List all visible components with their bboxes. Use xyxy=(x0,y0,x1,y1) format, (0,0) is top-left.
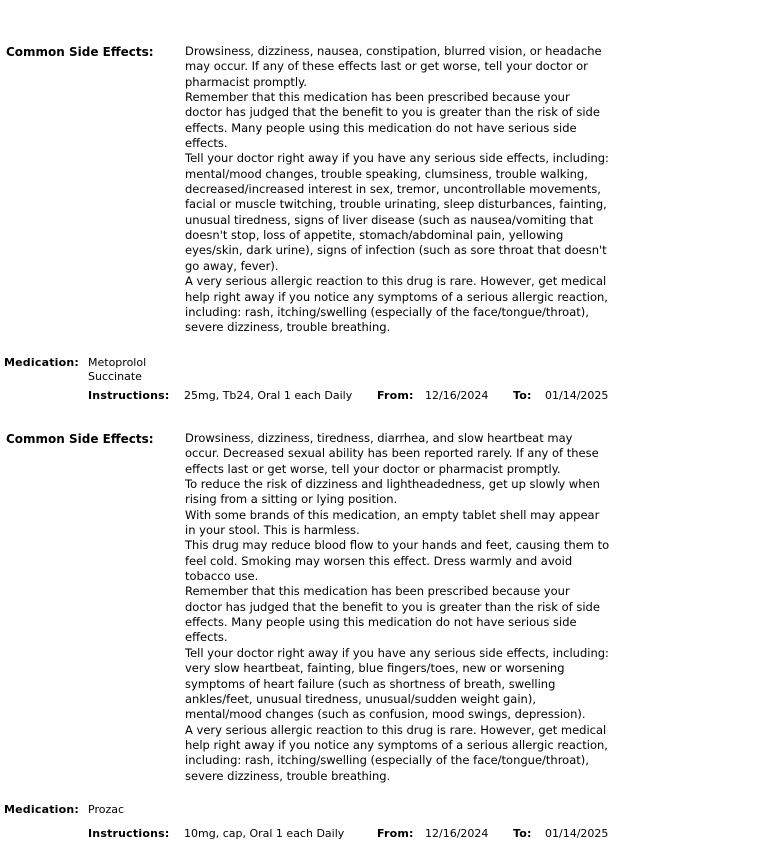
side-effects-paragraph: Drowsiness, dizziness, nausea, constipation, blurred vision, or headache may occur. If any of these effects last or get worse, tell your doctor or pharmacist promptly. xyxy=(185,44,602,89)
side-effects-label: Common Side Effects: xyxy=(6,432,154,446)
side-effects-paragraph: A very serious allergic reaction to this drug is rare. However, get medical help right away if you notice any symptoms of a serious allergic reaction, including: rash, itching/swelling (especially of the face/tongue/throat), severe dizziness, trouble breathing. xyxy=(185,722,608,783)
from-date: 12/16/2024 xyxy=(425,389,489,402)
side-effects-paragraph: To reduce the risk of dizziness and lightheadedness, get up slowly when rising from a sitting or lying position. xyxy=(185,477,600,507)
to-date: 01/14/2025 xyxy=(545,827,609,840)
medication-label: Medication: xyxy=(4,803,80,816)
side-effects-text xyxy=(185,44,610,336)
from-label: From: xyxy=(377,389,414,402)
to-label: To: xyxy=(513,827,532,840)
side-effects-paragraph: Remember that this medication has been prescribed because your doctor has judged that the benefit to you is greater than the risk of side effects. Many people using this medication do not have serious side effects. xyxy=(185,90,600,151)
to-date: 01/14/2025 xyxy=(545,389,609,402)
to-label: To: xyxy=(513,389,532,402)
medication-name: Prozac xyxy=(88,803,125,816)
instructions-label: Instructions: xyxy=(88,827,170,840)
side-effects-paragraph: With some brands of this medication, an empty tablet shell may appear in your stool. This is harmless. xyxy=(185,507,600,538)
from-label: From: xyxy=(377,827,414,840)
instructions-value: 10mg, cap, Oral 1 each Daily xyxy=(184,827,345,840)
side-effects-paragraph: Tell your doctor right away if you have any serious side effects, including: mental/mood changes, trouble speaking, clumsiness, trouble walking, decreased/increased interest in sex, tremor, uncontrollable movements, facial or muscle twitching, trouble urinating, sleep disturbances, fainting, unusual tiredness, signs of liver disease (such as nausea/vomiting that doesn't stop, loss of appetite, stomach/abdominal pain, yellowing eyes/skin, dark urine), signs of infection (such as sore throat that doesn't go away, fever). xyxy=(185,151,609,273)
side-effects-paragraph: This drug may reduce blood flow to your hands and feet, causing them to feel cold. Smoking may worsen this effect. Dress warmly and avoid tobacco use. xyxy=(185,538,610,584)
side-effects-paragraph: A very serious allergic reaction to this drug is rare. However, get medical help right away if you notice any symptoms of a serious allergic reaction, including: rash, itching/swelling (especially of the face/tongue/throat), severe dizziness, trouble breathing. xyxy=(185,274,608,335)
side-effects-paragraph: Remember that this medication has been prescribed because your doctor has judged that the benefit to you is greater than the risk of side effects. Many people using this medication do not have serious side effects. xyxy=(185,584,600,645)
side-effects-paragraph: Drowsiness, dizziness, tiredness, diarrhea, and slow heartbeat may occur. Decreased sexual ability has been reported rarely. If any of these effects last or get worse, tell your doctor or pharmacist promptly. xyxy=(185,431,599,476)
medication-label: Medication: xyxy=(4,356,80,369)
from-date: 12/16/2024 xyxy=(425,827,489,840)
medication-name: Metoprolol Succinate xyxy=(88,356,147,383)
instructions-value: 25mg, Tb24, Oral 1 each Daily xyxy=(184,389,353,402)
instructions-label: Instructions: xyxy=(88,389,170,402)
side-effects-text xyxy=(185,431,610,784)
side-effects-label: Common Side Effects: xyxy=(6,45,154,59)
side-effects-paragraph: Tell your doctor right away if you have any serious side effects, including: very slow heartbeat, fainting, blue fingers/toes, new or worsening symptoms of heart failure (such as shortness of breath, swelling ankles/feet, unusual tiredness, unusual/sudden weight gain), mental/mood changes (such as confusion, mood swings, depression). xyxy=(185,645,609,722)
